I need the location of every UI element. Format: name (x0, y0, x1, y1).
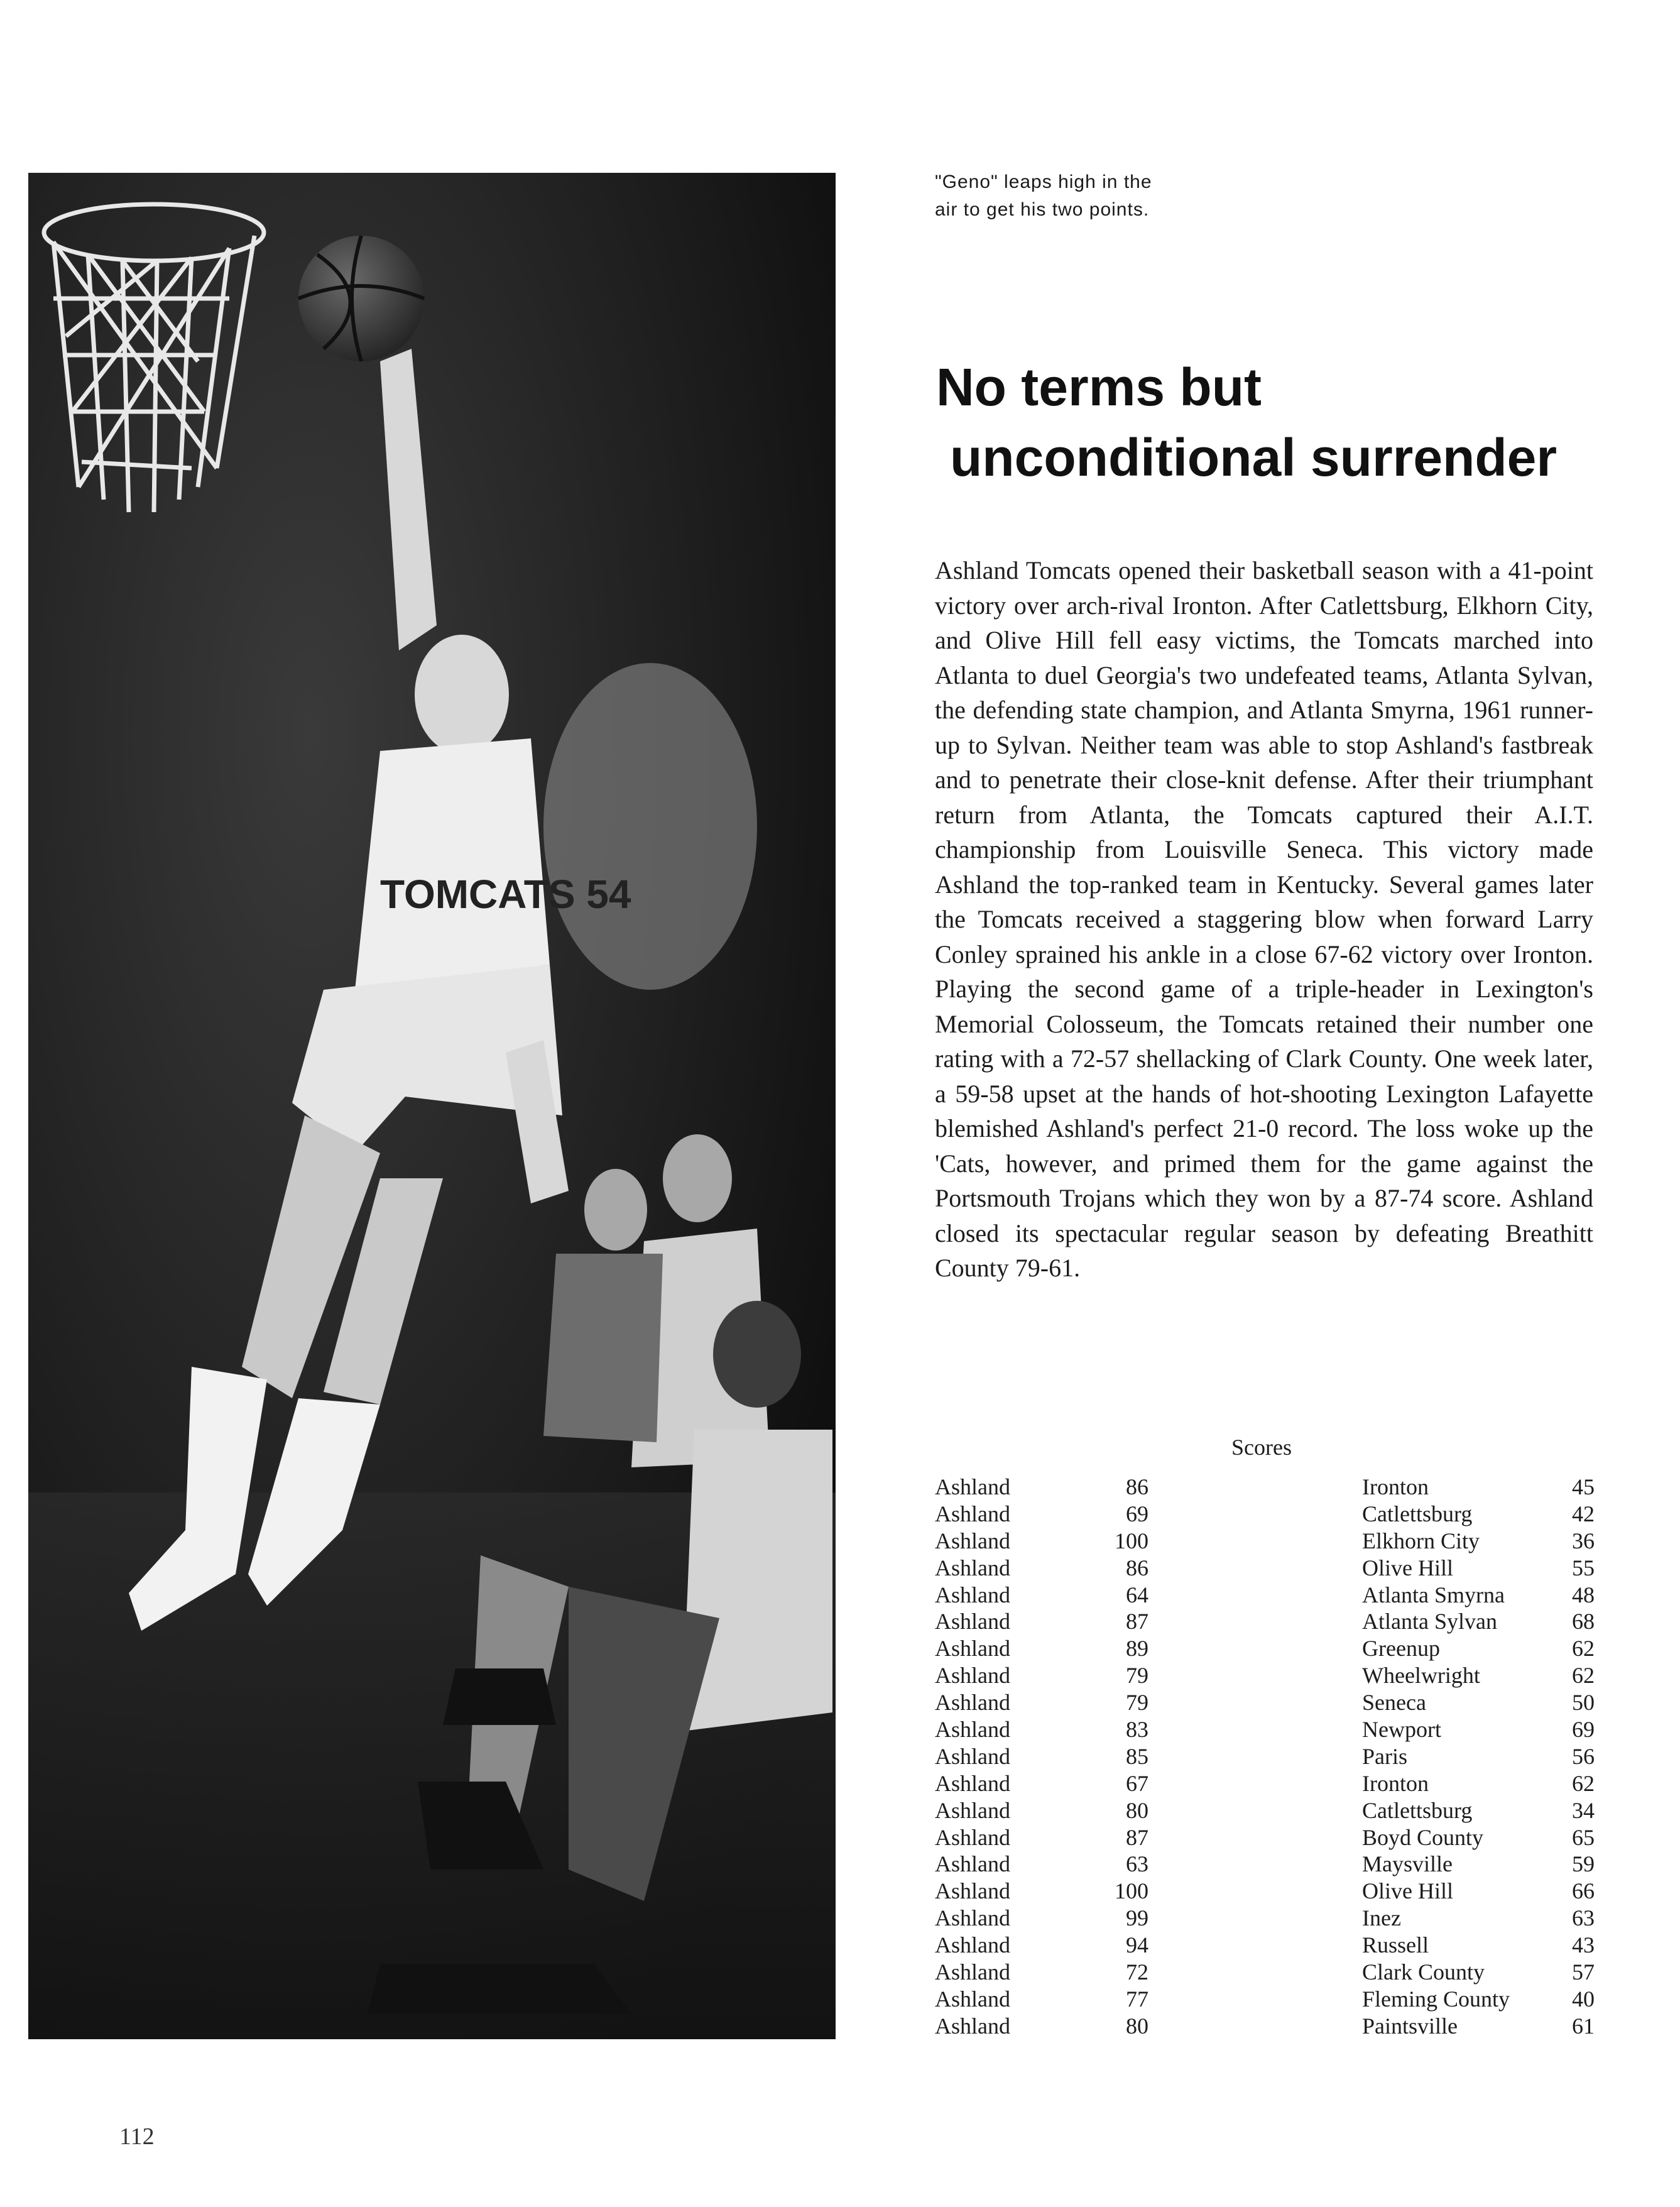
home-score-cell: 80 (1126, 1797, 1148, 1823)
table-row (935, 2013, 1595, 2040)
opponent-score-cell: 68 (1572, 1609, 1595, 1635)
home-score-cell: 86 (1126, 1555, 1148, 1580)
caption-line-2: air to get his two points. (935, 199, 1150, 220)
home-team-cell: Ashland (935, 1959, 1010, 1985)
opponent-score-cell: 62 (1572, 1663, 1595, 1689)
opponent-cell: Russell (1362, 1932, 1429, 1958)
home-team-cell: Ashland (935, 1932, 1010, 1958)
home-team-cell: Ashland (935, 1690, 1010, 1716)
home-score-cell: 64 (1126, 1582, 1148, 1607)
home-team-cell: Ashland (935, 1636, 1010, 1662)
table-row (935, 1986, 1595, 2013)
home-team-cell: Ashland (935, 1797, 1010, 1823)
home-score-cell: 72 (1126, 1959, 1148, 1985)
home-team-cell: Ashland (935, 2013, 1010, 2039)
headline-line-2: unconditional surrender (950, 428, 1557, 487)
table-row (935, 1743, 1595, 1770)
opponent-score-cell: 34 (1572, 1797, 1595, 1823)
home-score-cell: 87 (1126, 1824, 1148, 1850)
opponent-cell: Boyd County (1362, 1824, 1484, 1850)
home-team-cell: Ashland (935, 1743, 1010, 1769)
caption-line-1: "Geno" leaps high in the (935, 172, 1152, 192)
home-score-cell: 100 (1115, 1528, 1148, 1553)
home-score-cell: 87 (1126, 1609, 1148, 1635)
opponent-cell: Ironton (1362, 1474, 1429, 1499)
opponent-score-cell: 40 (1572, 1986, 1595, 2012)
photo-caption (935, 168, 1262, 224)
opponent-score-cell: 57 (1572, 1959, 1595, 1985)
table-row (935, 1851, 1595, 1878)
table-row (935, 1608, 1595, 1635)
table-row (935, 1878, 1595, 1905)
opponent-score-cell: 66 (1572, 1878, 1595, 1904)
opponent-cell: Newport (1362, 1717, 1441, 1743)
page-number: 112 (119, 2123, 155, 2150)
home-score-cell: 79 (1126, 1663, 1148, 1689)
home-score-cell: 94 (1126, 1932, 1148, 1958)
opponent-cell: Maysville (1362, 1851, 1453, 1877)
table-row (935, 1770, 1595, 1797)
home-team-cell: Ashland (935, 1986, 1010, 2012)
home-team-cell: Ashland (935, 1555, 1010, 1580)
opponent-cell: Clark County (1362, 1959, 1485, 1985)
opponent-score-cell: 45 (1572, 1474, 1595, 1499)
scores-title: Scores (1231, 1435, 1292, 1460)
table-row (935, 1528, 1595, 1555)
table-row (935, 1501, 1595, 1528)
opponent-cell: Paris (1362, 1743, 1407, 1769)
table-row (935, 1716, 1595, 1743)
table-row (935, 1905, 1595, 1932)
scores-table (935, 1474, 1595, 2040)
opponent-cell: Elkhorn City (1362, 1528, 1480, 1553)
home-score-cell: 100 (1115, 1878, 1148, 1904)
opponent-score-cell: 42 (1572, 1501, 1595, 1526)
article-headline (936, 352, 1652, 493)
opponent-score-cell: 59 (1572, 1851, 1595, 1877)
opponent-cell: Paintsville (1362, 2013, 1458, 2039)
opponent-score-cell: 55 (1572, 1555, 1595, 1580)
opponent-score-cell: 48 (1572, 1582, 1595, 1607)
home-score-cell: 89 (1126, 1636, 1148, 1662)
table-row (935, 1959, 1595, 1986)
home-team-cell: Ashland (935, 1824, 1010, 1850)
home-team-cell: Ashland (935, 1663, 1010, 1689)
opponent-score-cell: 62 (1572, 1636, 1595, 1662)
opponent-score-cell: 43 (1572, 1932, 1595, 1958)
home-team-cell: Ashland (935, 1851, 1010, 1877)
opponent-score-cell: 56 (1572, 1743, 1595, 1769)
table-row (935, 1582, 1595, 1609)
opponent-score-cell: 69 (1572, 1717, 1595, 1743)
opponent-cell: Catlettsburg (1362, 1501, 1473, 1526)
basketball-icon (298, 236, 424, 361)
home-score-cell: 99 (1126, 1905, 1148, 1931)
home-team-cell: Ashland (935, 1501, 1010, 1526)
home-team-cell: Ashland (935, 1474, 1010, 1499)
table-row (935, 1555, 1595, 1582)
opponent-cell: Seneca (1362, 1690, 1426, 1716)
table-row (935, 1932, 1595, 1959)
opponent-cell: Catlettsburg (1362, 1797, 1473, 1823)
opponent-cell: Atlanta Sylvan (1362, 1609, 1497, 1635)
home-team-cell: Ashland (935, 1582, 1010, 1607)
home-team-cell: Ashland (935, 1905, 1010, 1931)
opponent-score-cell: 63 (1572, 1905, 1595, 1931)
opponent-score-cell: 36 (1572, 1528, 1595, 1553)
opponent-cell: Greenup (1362, 1636, 1440, 1662)
opponent-cell: Olive Hill (1362, 1878, 1453, 1904)
article-body: Ashland Tomcats opened their basketball season with a 41-point victory over arch-rival Ironton. After Catlettsburg, Elkhorn City, and Olive Hill fell easy victims, the Tomcats marched into Atlanta to duel Georgia's two undefeated teams, Atlanta Sylvan, the defending state champion, and Atlanta Smyrna, 1961 runner-up to Sylvan. Neither team was able to stop Ashland's fastbreak and to penetrate their close-knit defense. After their triumphant return from Atlanta, the Tomcats captured their A.I.T. championship from Louisville Seneca. This victory made Ashland the top-ranked team in Kentucky. Several games later the Tomcats received a staggering blow when forward Larry Conley sprained his ankle in a close 67-62 victory over Ironton. Playing the second game of a triple-header in Lexington's Memorial Colosseum, the Tomcats retained their number one rating with a 72-57 shellacking of Clark County. One week later, a 59-58 upset at the hands of hot-shooting Lexington Lafayette blemished Ashland's perfect 21-0 record. The loss woke up the 'Cats, however, and primed them for the game against the Portsmouth Trojans which they won by a 87-74 score. Ashland closed its spectacular regular season by defeating Breathitt County 79-61. (935, 556, 1593, 1282)
table-row (935, 1474, 1595, 1501)
home-score-cell: 86 (1126, 1474, 1148, 1499)
opponent-cell: Wheelwright (1362, 1663, 1480, 1689)
table-row (935, 1797, 1595, 1824)
home-score-cell: 79 (1126, 1690, 1148, 1716)
table-row (935, 1689, 1595, 1716)
home-score-cell: 85 (1126, 1743, 1148, 1769)
home-score-cell: 80 (1126, 2013, 1148, 2039)
home-score-cell: 69 (1126, 1501, 1148, 1526)
home-team-cell: Ashland (935, 1609, 1010, 1635)
home-team-cell: Ashland (935, 1770, 1010, 1796)
opponent-cell: Atlanta Smyrna (1362, 1582, 1505, 1607)
headline-line-1: No terms but (936, 358, 1262, 417)
opponent-cell: Ironton (1362, 1770, 1429, 1796)
home-score-cell: 83 (1126, 1717, 1148, 1743)
basketball-photo (28, 173, 836, 2039)
opponent-score-cell: 50 (1572, 1690, 1595, 1716)
home-score-cell: 77 (1126, 1986, 1148, 2012)
home-score-cell: 67 (1126, 1770, 1148, 1796)
opponent-score-cell: 62 (1572, 1770, 1595, 1796)
jersey-text: TOMCATS 54 (380, 872, 631, 917)
opponent-cell: Olive Hill (1362, 1555, 1453, 1580)
home-team-cell: Ashland (935, 1878, 1010, 1904)
opponent-score-cell: 65 (1572, 1824, 1595, 1850)
opponent-score-cell: 61 (1572, 2013, 1595, 2039)
opponent-cell: Fleming County (1362, 1986, 1510, 2012)
home-team-cell: Ashland (935, 1717, 1010, 1743)
home-team-cell: Ashland (935, 1528, 1010, 1553)
home-score-cell: 63 (1126, 1851, 1148, 1877)
table-row (935, 1662, 1595, 1689)
opponent-cell: Inez (1362, 1905, 1401, 1931)
table-row (935, 1824, 1595, 1851)
photo-illustration (28, 173, 836, 2039)
table-row (935, 1635, 1595, 1662)
